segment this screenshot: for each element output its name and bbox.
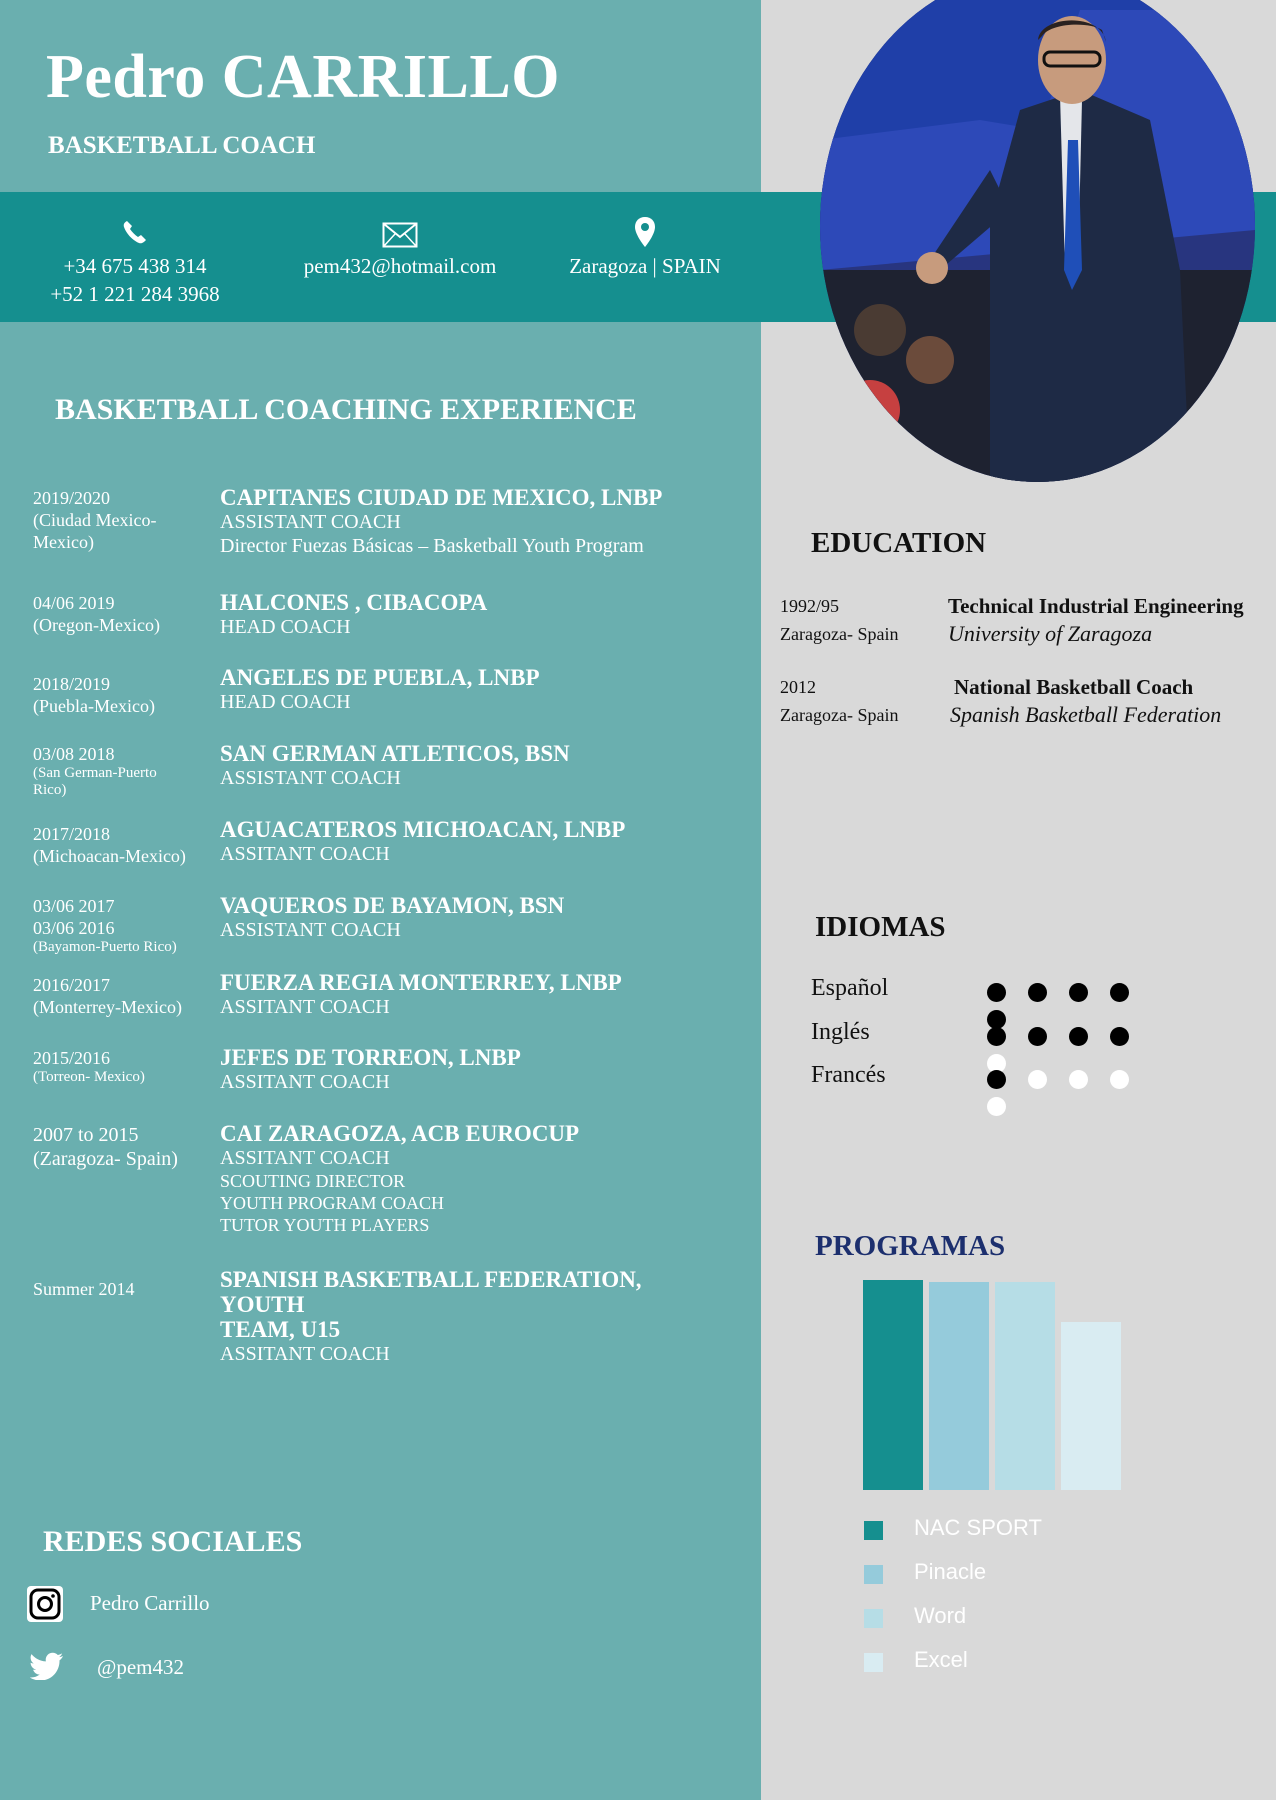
experience-date [33,823,213,867]
chart-bar [929,1282,989,1490]
phone-number-1[interactable]: +34 675 438 314 [63,254,207,278]
experience-date-range: 2018/2019 [33,674,111,694]
experience-details [220,893,720,942]
email-contact [290,222,510,280]
experience-role: HEAD COACH [220,691,351,713]
chart-bar [863,1280,923,1490]
experience-date [33,1123,213,1171]
instagram-icon [26,1585,64,1623]
experience-date [33,895,213,956]
programs-section-title: PROGRAMAS [815,1230,1006,1262]
languages-section-title: IDIOMAS [815,911,946,943]
experience-date-range: Summer 2014 [33,1279,135,1299]
experience-section-title: BASKETBALL COACHING EXPERIENCE [55,393,637,426]
language-name: Español [811,975,889,1001]
legend-swatch [864,1565,883,1584]
location-contact [555,216,735,280]
experience-role: SCOUTING DIRECTOR [220,1171,406,1191]
candidate-name: Pedro CARRILLO [46,43,560,111]
experience-date-range: 2007 to 2015 [33,1124,139,1146]
level-dot-empty [987,1097,1006,1116]
experience-date-range: 03/08 2018 [33,744,115,764]
level-dot-empty [1069,1070,1088,1089]
experience-location: (Torreon- Mexico) [33,1069,145,1085]
experience-role: YOUTH PROGRAM COACH [220,1193,445,1213]
experience-role: ASSITANT COACH [220,843,390,865]
experience-date-range: 2016/2017 [33,975,111,995]
level-dot-filled [1069,983,1088,1002]
envelope-icon [382,222,418,248]
education-location: Zaragoza- Spain [780,624,899,644]
experience-date-range: 03/06 2017 [33,896,115,916]
experience-role: ASSISTANT COACH [220,767,401,789]
education-institution: University of Zaragoza [948,621,1153,646]
experience-role: Director Fuezas Básicas – Basketball Youth Program [220,535,644,557]
profile-photo [820,0,1255,482]
language-item [811,1019,1171,1051]
experience-team: VAQUEROS DE BAYAMON, BSN [220,893,565,918]
phone-icon [120,218,150,248]
experience-date [33,592,213,636]
education-degree: Technical Industrial Engineering [948,594,1244,618]
experience-team: AGUACATEROS MICHOACAN, LNBP [220,817,626,842]
experience-date-range: 04/06 2019 [33,593,115,613]
level-dot-empty [1028,1070,1047,1089]
experience-role: ASSISTANT COACH [220,919,401,941]
experience-location: (Ciudad Mexico-Mexico) [33,510,157,552]
experience-team: SAN GERMAN ATLETICOS, BSN [220,741,570,766]
education-section-title: EDUCATION [811,527,987,559]
experience-date-range-2: 03/06 2016 [33,918,115,938]
language-item [811,975,1171,1007]
experience-details [220,485,720,558]
experience-location: (Puebla-Mexico) [33,696,155,716]
twitter-icon [30,1652,64,1680]
experience-details [220,1045,720,1094]
chart-bar [1061,1322,1121,1490]
candidate-subtitle: BASKETBALL COACH [48,132,316,159]
experience-team: ANGELES DE PUEBLA, LNBP [220,665,540,690]
experience-location: (San German-Puerto Rico) [33,765,157,798]
experience-role: TUTOR YOUTH PLAYERS [220,1215,430,1235]
experience-location: (Bayamon-Puerto Rico) [33,939,177,955]
experience-details [220,970,720,1019]
legend-swatch [864,1609,883,1628]
programs-bar-chart [860,1270,1120,1490]
experience-team: CAI ZARAGOZA, ACB EUROCUP [220,1121,580,1146]
experience-date [33,1047,213,1086]
location-pin-icon [634,216,656,248]
legend-label: Excel [914,1647,968,1672]
experience-role: ASSITANT COACH [220,1343,390,1365]
language-level-dots [987,1069,1171,1123]
experience-role: HEAD COACH [220,616,351,638]
level-dot-filled [987,1070,1006,1089]
experience-location: (Oregon-Mexico) [33,615,160,635]
experience-details [220,817,720,866]
experience-team: FUERZA REGIA MONTERREY, LNBP [220,970,622,995]
education-location: Zaragoza- Spain [780,705,899,725]
experience-role: ASSITANT COACH [220,1071,390,1093]
experience-date-range: 2019/2020 [33,488,111,508]
experience-team: CAPITANES CIUDAD DE MEXICO, LNBP [220,485,663,510]
education-details [948,592,1244,648]
legend-label: Pinacle [914,1559,987,1584]
location-text: Zaragoza | SPAIN [569,254,721,278]
experience-location: (Monterrey-Mexico) [33,997,182,1017]
experience-date [33,974,213,1018]
experience-team: HALCONES , CIBACOPA [220,590,488,615]
experience-role: ASSITANT COACH [220,1147,390,1169]
legend-label: Word [914,1603,967,1628]
language-item [811,1062,1171,1094]
legend-swatch [864,1653,883,1672]
phone-number-2[interactable]: +52 1 221 284 3968 [50,282,220,306]
language-name: Francés [811,1062,886,1088]
experience-date-range: 2015/2016 [33,1048,111,1068]
experience-date [33,1278,213,1300]
social-section-title: REDES SOCIALES [43,1525,303,1558]
level-dot-filled [1069,1027,1088,1046]
level-dot-filled [1028,1027,1047,1046]
education-details [950,673,1221,729]
experience-team: SPANISH BASKETBALL FEDERATION, YOUTH [220,1267,642,1317]
instagram-handle: Pedro Carrillo [90,1591,210,1615]
twitter-handle: @pem432 [97,1655,184,1679]
education-date [780,673,898,729]
education-year: 2012 [780,677,816,697]
legend-swatch [864,1521,883,1540]
experience-role: ASSISTANT COACH [220,511,401,533]
experience-details [220,1121,720,1236]
experience-location: (Michoacan-Mexico) [33,846,186,866]
language-name: Inglés [811,1019,870,1045]
level-dot-filled [987,1027,1006,1046]
experience-details [220,1267,720,1366]
experience-location: (Zaragoza- Spain) [33,1148,178,1170]
level-dot-filled [1110,1027,1129,1046]
level-dot-filled [1110,983,1129,1002]
experience-details [220,665,720,714]
experience-details [220,741,720,790]
legend-label: NAC SPORT [914,1515,1042,1540]
experience-date [33,487,213,553]
experience-date [33,673,213,717]
experience-team: JEFES DE TORREON, LNBP [220,1045,521,1070]
level-dot-filled [987,983,1006,1002]
education-year: 1992/95 [780,596,840,616]
experience-details [220,590,720,639]
education-institution: Spanish Basketball Federation [950,702,1222,727]
level-dot-empty [1110,1070,1129,1089]
experience-date-range: 2017/2018 [33,824,111,844]
education-date [780,592,898,648]
email-address[interactable]: pem432@hotmail.com [303,254,497,278]
chart-bar [995,1282,1055,1490]
phone-contact [40,218,230,308]
experience-team: TEAM, U15 [220,1317,341,1342]
experience-date [33,743,213,799]
experience-role: ASSITANT COACH [220,996,390,1018]
education-degree: National Basketball Coach [954,675,1194,699]
level-dot-filled [1028,983,1047,1002]
